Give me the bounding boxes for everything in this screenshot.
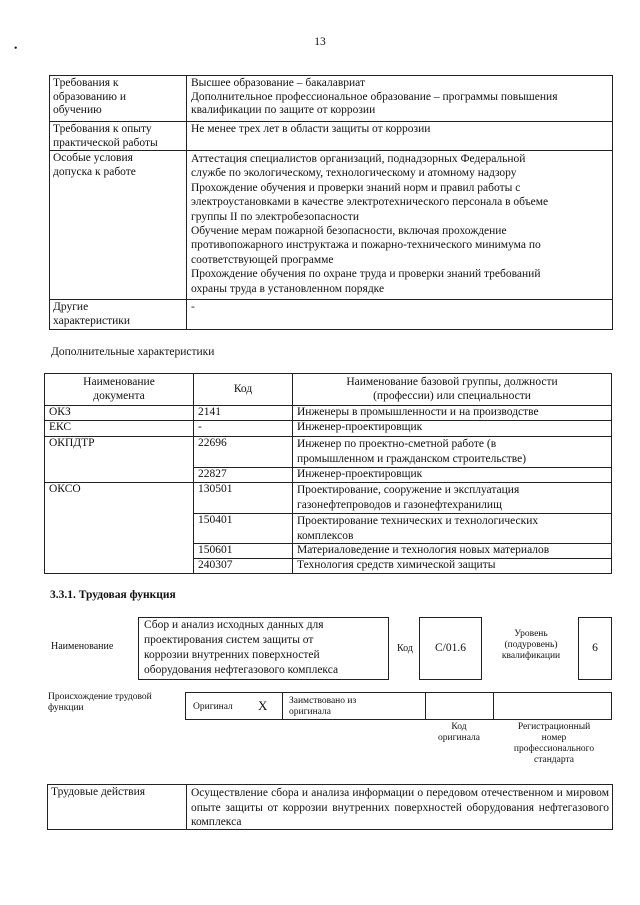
col-header-name: Наименование базовой группы, должности (профессии) или специальности — [346, 376, 558, 402]
req-value-experience: Не менее трех лет в области защиты от коррозии — [191, 123, 431, 135]
code-cell: 22827 — [198, 468, 227, 480]
code-cell: 22696 — [198, 437, 227, 449]
origin-borrowed-label: Заимствовано из оригинала — [289, 696, 357, 717]
name-cell: Инженер по проектно-сметной работе (в промышленном и гражданском строительстве) — [297, 438, 527, 465]
req-label-special-conditions: Особые условия допуска к работе — [53, 152, 136, 178]
col-header-code: Код — [233, 383, 253, 395]
registration-number-caption: Регистрационный номер профессионального стандарта — [513, 722, 595, 765]
additional-characteristics-title: Дополнительные характеристики — [51, 346, 215, 358]
name-cell: Инженеры в промышленности и на производстве — [297, 406, 539, 418]
doc-eks: ЕКС — [49, 421, 72, 433]
labor-actions-value: Осуществление сбора и анализа информации о передовом отечественном и мировом опыте защиты от коррозии внутренних поверхностей оборудования нефтегазового комплекса — [191, 787, 609, 828]
name-cell: Инженер-проектировщик — [297, 421, 423, 433]
name-cell: Инженер-проектировщик — [297, 468, 423, 480]
doc-okso: ОКСО — [49, 483, 81, 495]
req-value-special-conditions: Аттестация специалистов организаций, поднадзорных Федеральной службе по экологическому, технологическому и атомному надзору Прохождение обучения и проверки знаний норм и правил работы с электроустановками в качестве электротехнического персонала в объеме группы II по электробезопасности Обучение мерам пожарной безопасности, включая прохождение противопожарного инструктажа и пожарно-технического минимума по соответствующей программе Прохождение обучения по охране труда и проверки знаний требований охраны труда в установленном порядке — [191, 153, 549, 295]
code-cell: 150601 — [198, 544, 233, 556]
doc-okz: ОКЗ — [49, 406, 71, 418]
col-header-document: Наименование документа — [83, 376, 155, 402]
function-name-label: Наименование — [51, 641, 114, 652]
req-label-other: Другие характеристики — [53, 301, 131, 327]
req-value-other: - — [191, 301, 195, 313]
name-cell: Проектирование, сооружение и эксплуатация газонефтепроводов и газонефтехранилищ — [297, 484, 520, 511]
origin-label: Происхождение трудовой функции — [48, 692, 152, 713]
function-code-label: Код — [397, 643, 413, 654]
code-cell: 2141 — [198, 406, 221, 418]
function-code-value: С/01.6 — [435, 642, 466, 654]
code-cell: - — [198, 421, 202, 433]
req-label-education: Требования к образованию и обучению — [53, 77, 126, 116]
section-title: 3.3.1. Трудовая функция — [50, 589, 176, 601]
qualification-level-value: 6 — [592, 642, 598, 654]
origin-original-label: Оригинал — [193, 702, 233, 712]
origin-row — [185, 692, 612, 720]
page-number: 13 — [314, 36, 326, 48]
name-cell: Проектирование технических и технологических комплексов — [297, 515, 539, 542]
scan-mark: • — [14, 44, 18, 54]
req-value-education: Высшее образование – бакалавриат Дополнительное профессиональное образование – программы повышения квалификации по защите от коррозии — [191, 77, 558, 116]
function-name-value: Сбор и анализ исходных данных для проектирования систем защиты от коррозии внутренних поверхностей оборудования нефтегазового комплекса — [144, 619, 339, 676]
code-cell: 240307 — [198, 559, 233, 571]
code-cell: 130501 — [198, 483, 233, 495]
name-cell: Технология средств химической защиты — [297, 559, 496, 571]
labor-actions-label: Трудовые действия — [51, 786, 146, 798]
req-label-experience: Требования к опыту практической работы — [53, 123, 158, 149]
origin-original-checkmark: X — [258, 698, 268, 713]
code-cell: 150401 — [198, 514, 233, 526]
name-cell: Материаловедение и технология новых материалов — [297, 544, 550, 556]
origin-code-caption: Код оригинала — [438, 722, 480, 743]
qualification-level-label: Уровень (подуровень) квалификации — [501, 629, 561, 661]
doc-okpdtr: ОКПДТР — [49, 437, 95, 449]
